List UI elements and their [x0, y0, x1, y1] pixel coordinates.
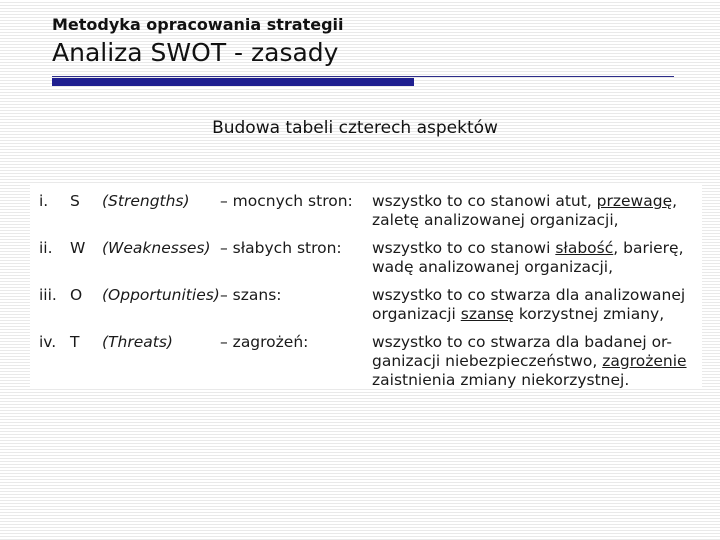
description-text: wszystko to co stwarza dla badanej or-ganizacji niebezpieczeństwo, [372, 333, 673, 370]
row-letter: S [70, 192, 80, 210]
description-text: wszystko to co stanowi [372, 239, 556, 257]
description-text: wszystko to co stwarza dla analizowanej organizacji [372, 286, 686, 323]
description-underlined: zagrożenie [602, 352, 687, 370]
row-letter: W [70, 239, 86, 257]
swot-table [30, 184, 702, 389]
section-supertitle: Metodyka opracowania strategii [52, 15, 344, 34]
swot-row-opportunities [30, 278, 702, 325]
row-number: i. [39, 192, 49, 210]
title-underline-bar [52, 78, 414, 86]
row-polish-term: – szans: [220, 286, 282, 304]
row-description [372, 286, 702, 324]
swot-row-weaknesses [30, 231, 702, 278]
description-text: , zaletę analizowanej organizacji, [372, 192, 678, 229]
row-polish-term: – mocnych stron: [220, 192, 353, 210]
row-description [372, 333, 702, 390]
title-underline-thin [52, 76, 674, 77]
description-text: zaistnienia zmiany niekorzystnej. [372, 371, 630, 389]
row-letter: O [70, 286, 83, 304]
row-english-term [102, 286, 220, 305]
english-term-text: (Threats) [102, 333, 173, 351]
row-polish-term: – słabych stron: [220, 239, 342, 257]
description-text: korzystnej zmiany, [513, 305, 665, 323]
swot-row-strengths [30, 184, 702, 231]
row-number: iii. [39, 286, 57, 304]
description-text: , barierę, wadę analizowanej organizacji, [372, 239, 684, 276]
row-number: iv. [39, 333, 57, 351]
slide-title: Analiza SWOT - zasady [52, 38, 339, 67]
row-description [372, 192, 702, 230]
row-english-term [102, 333, 173, 352]
row-english-term [102, 239, 211, 258]
row-number: ii. [39, 239, 53, 257]
description-underlined: szansę [460, 305, 514, 323]
description-underlined: przewagę [596, 192, 673, 210]
row-polish-term: – zagrożeń: [220, 333, 309, 351]
swot-row-threats [30, 325, 702, 389]
english-term-text: (Weaknesses) [102, 239, 211, 257]
english-term-text: (Strengths) [102, 192, 190, 210]
row-letter: T [70, 333, 80, 351]
slide-subtitle: Budowa tabeli czterech aspektów [212, 118, 498, 138]
description-underlined: słabość [555, 239, 614, 257]
english-term-text: (Opportunities) [102, 286, 220, 304]
row-description [372, 239, 702, 277]
description-text: wszystko to co stanowi atut, [372, 192, 597, 210]
row-english-term [102, 192, 190, 211]
